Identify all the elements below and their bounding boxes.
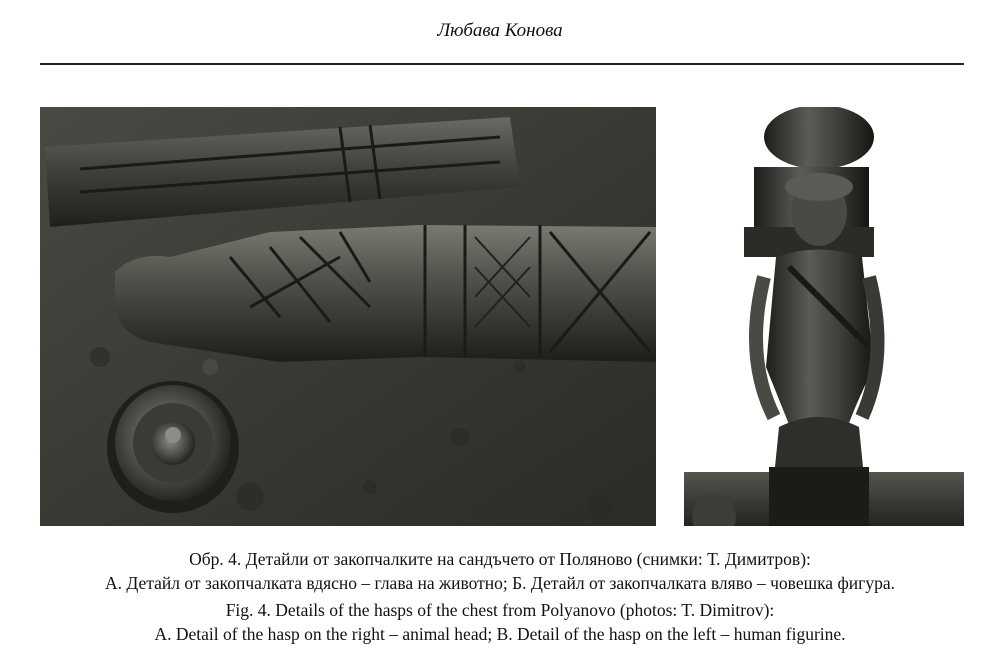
figure-caption-bg-details: А. Детайл от закопчалката вдясно – глава на животно; Б. Детайл от закопчалката вляво – човешка фигура. xyxy=(105,573,895,593)
figure-caption-bg-title: Обр. 4. Детайли от закопчалките на сандъчето от Поляново (снимки: Т. Димитров): xyxy=(189,549,811,569)
hasp-right-animal-head-photo xyxy=(40,107,656,526)
header-rule xyxy=(40,63,964,65)
figure-caption-en-title: Fig. 4. Details of the hasps of the chest from Polyanovo (photos: T. Dimitrov): xyxy=(225,600,775,620)
running-head-author: Любава Конова xyxy=(437,20,563,41)
hasp-left-human-figurine-photo xyxy=(684,107,964,526)
figure-caption-en-details: A. Detail of the hasp on the right – animal head; B. Detail of the hasp on the left – human figurine. xyxy=(154,624,846,644)
